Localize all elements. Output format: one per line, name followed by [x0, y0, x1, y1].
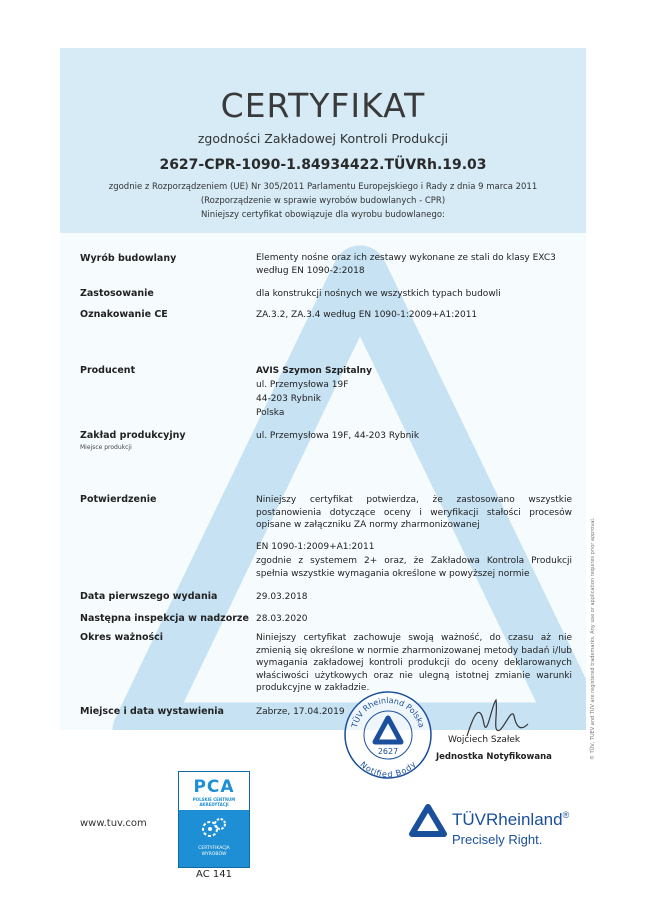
- place-date-value: Zabrze, 17.04.2019: [256, 707, 345, 717]
- signature-role: Jednostka Notyfikowana: [436, 752, 552, 762]
- seal-top-text: TÜV Rheinland Polska: [349, 695, 427, 729]
- validity-value: Niniejszy certyfikat zachowuje swoją ważność, do czasu aż nie zmienią się określone w normie zharmonizowanej metody badań i/lub wymagania zakładowej kontroli produkcji do oceny deklarowanych właściwości użytkowych oraz nie ulegną istotnej zmianie warunki produkcyjne w zakładzie.: [256, 633, 572, 693]
- plant-label: Zakład produkcyjny: [80, 430, 186, 441]
- pca-cert-text: [179, 846, 249, 858]
- pca-cert-line-1: CERTYFIKACJA: [198, 846, 230, 851]
- producer-city: 44-203 Rybnik: [256, 394, 321, 404]
- notified-body-seal: [343, 690, 433, 780]
- pca-small-text: [179, 797, 249, 807]
- confirmation-label: Potwierdzenie: [80, 494, 157, 505]
- producer-street: ul. Przemysłowa 19F: [256, 380, 349, 390]
- first-issue-value: 29.03.2018: [256, 592, 308, 602]
- certificate-subtitle: zgodności Zakładowej Kontroli Produkcji: [197, 131, 449, 146]
- tuv-triangle-logo-icon: [408, 803, 448, 838]
- footer-url: www.tuv.com: [80, 818, 147, 829]
- confirmation-norm: EN 1090-1:2009+A1:2011: [256, 542, 375, 552]
- product-value-1: Elementy nośne oraz ich zestawy wykonane ze stali do klasy EXC3: [256, 253, 556, 263]
- certificate-number: 2627-CPR-1090-1.84934422.TÜVRh.19.03: [159, 157, 487, 173]
- regulation-line-1: zgodnie z Rozporządzeniem (UE) Nr 305/2011 Parlamentu Europejskiego i Rady z dnia 9 marca 2011: [108, 182, 538, 192]
- validity-label: Okres ważności: [80, 632, 164, 643]
- tuv-reg-mark: ®: [562, 810, 570, 820]
- plant-value: ul. Przemysłowa 19F, 44-203 Rybnik: [256, 431, 420, 441]
- tuv-brand-text: TÜVRheinland: [452, 810, 563, 829]
- ce-value: ZA.3.2, ZA.3.4 według EN 1090-1:2009+A1:2011: [256, 310, 478, 320]
- confirmation-paragraph-1: Niniejszy certyfikat potwierdza, że zastosowano wszystkie postanowienia dotyczące oceny i weryfikacji stałości procesów opisane w załączniku ZA normy zharmonizowanej: [256, 495, 572, 530]
- confirmation-paragraph-2: zgodnie z systemem 2+ oraz, że Zakładowa Kontrola Produkcji spełnia wszystkie wymagania określone w powyższej normie: [256, 556, 572, 579]
- seal-bottom-text: Notified Body: [358, 759, 418, 780]
- product-value-2: według EN 1090-2:2018: [256, 266, 365, 276]
- signature-name: Wojciech Szałek: [448, 735, 521, 745]
- pca-cert-line-2: WYROBÓW: [201, 852, 227, 857]
- plant-sublabel: Miejsce produkcji: [80, 444, 132, 451]
- pca-small-line-2: AKREDYTACJI: [199, 802, 229, 807]
- pca-word: PCA: [193, 777, 235, 797]
- trademark-side-note: ® TÜV, TUEV and TUV are registered trademarks. Any use or application requires prior approval.: [590, 517, 596, 760]
- tuv-slogan: Precisely Right.: [452, 832, 543, 847]
- pca-code: AC 141: [196, 869, 232, 880]
- seal-number: 2627: [377, 747, 399, 756]
- ce-label: Oznakowanie CE: [80, 309, 168, 320]
- product-label: Wyrób budowlany: [80, 253, 177, 264]
- use-label: Zastosowanie: [80, 288, 154, 299]
- pca-accreditation-logo: [178, 771, 250, 868]
- producer-name: AVIS Szymon Szpitalny: [256, 366, 372, 376]
- next-inspection-value: 28.03.2020: [256, 614, 308, 624]
- use-value: dla konstrukcji nośnych we wszystkich typach budowli: [256, 289, 501, 299]
- gears-icon: [199, 815, 229, 843]
- tuv-brand: [452, 810, 569, 830]
- first-issue-label: Data pierwszego wydania: [80, 591, 218, 602]
- regulation-line-3: Niniejszy certyfikat obowiązuje dla wyrobu budowlanego:: [201, 210, 445, 220]
- place-date-label: Miejsce i data wystawienia: [80, 706, 224, 717]
- producer-label: Producent: [80, 365, 136, 376]
- producer-country: Polska: [256, 408, 285, 418]
- certificate-title: CERTYFIKAT: [220, 86, 426, 125]
- regulation-line-2: (Rozporządzenie w sprawie wyrobów budowlanych - CPR): [200, 196, 446, 206]
- next-inspection-label: Następna inspekcja w nadzorze: [80, 613, 249, 624]
- pca-small-line-1: POLSKIE CENTRUM: [192, 797, 236, 802]
